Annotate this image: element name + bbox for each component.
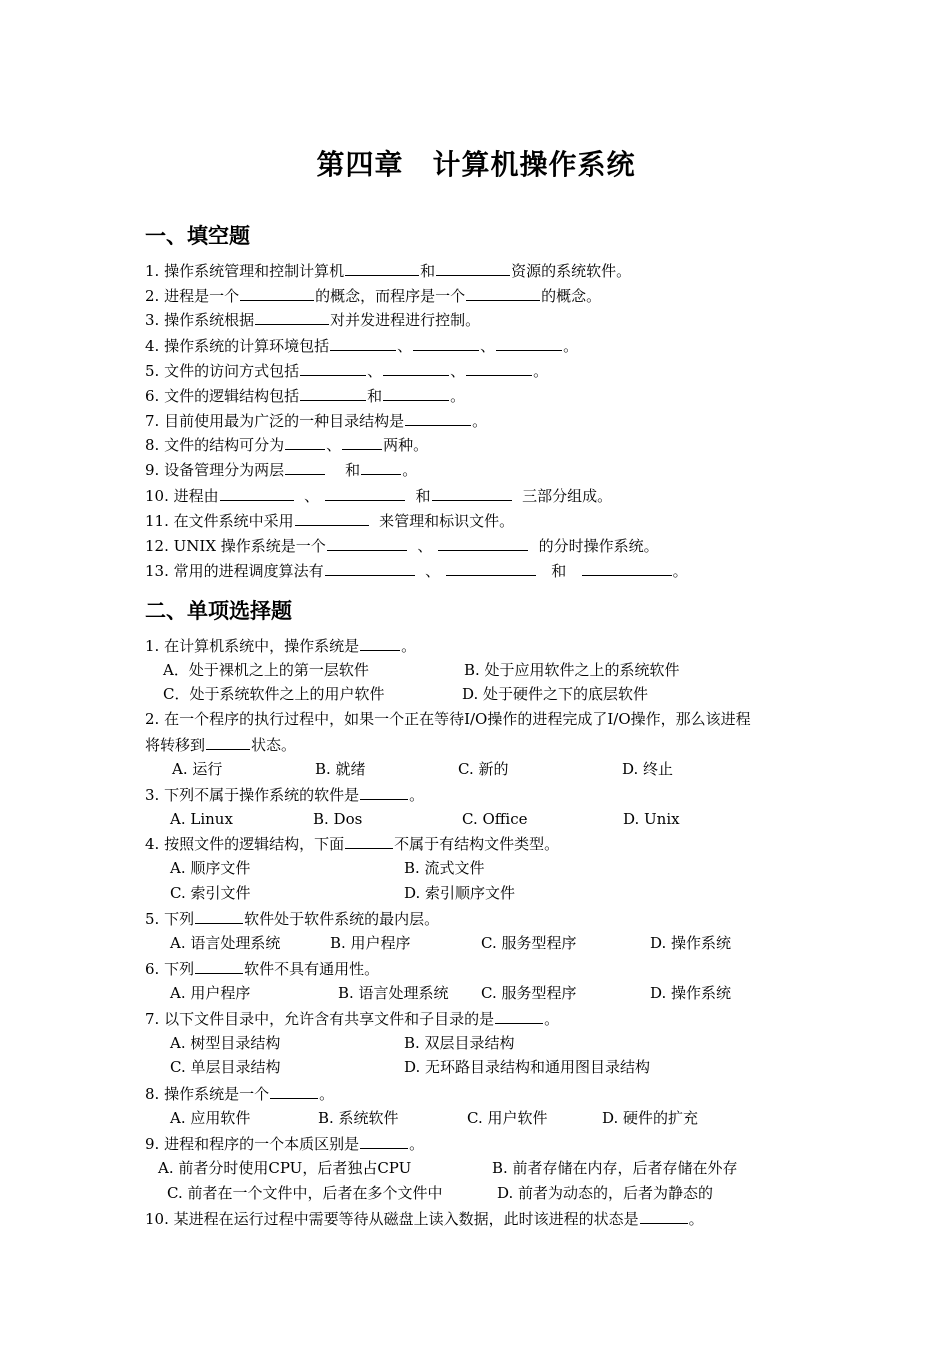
option-a: A. 语言处理系统 [170,934,281,952]
option-c: C. 单层目录结构 [170,1058,281,1076]
fill-question-7: 7. 目前使用最为广泛的一种目录结构是 。 [145,412,488,430]
answer-blank [255,309,329,325]
option-c: C. 用户软件 [467,1109,548,1127]
option-d: D. 操作系统 [650,984,732,1002]
option-a: A. 用户程序 [170,984,251,1002]
option-b: B. 就绪 [315,760,366,778]
option-c: C. 新的 [458,760,509,778]
answer-blank [361,459,401,475]
option-b: B. 系统软件 [318,1109,399,1127]
answer-blank [383,360,449,376]
option-d: D. Unix [623,810,680,828]
answer-blank [360,635,400,651]
answer-blank [325,560,415,576]
option-c: C. 服务型程序 [481,984,577,1002]
fill-question-13: 13. 常用的进程调度算法有 、 和 。 [145,562,688,580]
fill-question-4: 4. 操作系统的计算环境包括 、 、 。 [145,337,579,355]
option-b: B. 处于应用软件之上的系统软件 [464,661,680,679]
option-a: A. 应用软件 [170,1109,251,1127]
option-d: D. 索引顺序文件 [404,884,516,902]
option-b: B. 前者存储在内存，后者存储在外存 [492,1159,738,1177]
answer-blank [640,1208,688,1224]
answer-blank [466,285,540,301]
option-c: C. 前者在一个文件中，后者在多个文件中 [167,1184,443,1202]
choice-question-10: 10. 某进程在运行过程中需要等待从磁盘上读入数据，此时该进程的状态是 。 [145,1210,704,1228]
answer-blank [195,908,243,924]
option-c: C. 索引文件 [170,884,251,902]
option-d: D. 前者为动态的，后者为静态的 [497,1184,714,1202]
answer-blank [413,335,479,351]
option-b: B. 流式文件 [404,859,485,877]
answer-blank [582,560,672,576]
fill-question-5: 5. 文件的访问方式包括 、 、 。 [145,362,549,380]
answer-blank [342,434,382,450]
answer-blank [405,410,471,426]
answer-blank [295,510,369,526]
answer-blank [345,260,419,276]
answer-blank [495,1008,543,1024]
fill-question-10: 10. 进程由 、 和 三部分组成。 [145,487,613,505]
answer-blank [285,434,325,450]
choice-question-7: 7. 以下文件目录中，允许含有共享文件和子目录的是 。 [145,1010,560,1028]
option-a: A. 运行 [172,760,223,778]
fill-question-8: 8. 文件的结构可分为 、 两种。 [145,436,429,454]
option-c: C. 服务型程序 [481,934,577,952]
answer-blank [438,535,528,551]
answer-blank [383,385,449,401]
answer-blank [446,560,536,576]
fill-question-1: 1. 操作系统管理和控制计算机 和 资源的系统软件。 [145,262,632,280]
answer-blank [330,335,396,351]
answer-blank [270,1083,318,1099]
answer-blank [436,260,510,276]
option-b: B. 用户程序 [330,934,411,952]
fill-question-3: 3. 操作系统根据 对并发进程进行控制。 [145,311,481,329]
answer-blank [300,360,366,376]
option-d: D. 无环路目录结构和通用图目录结构 [404,1058,651,1076]
fill-question-12: 12. UNIX 操作系统是一个 、 的分时操作系统。 [145,537,659,555]
choice-question-8: 8. 操作系统是一个 。 [145,1085,335,1103]
option-c: C. Office [462,810,528,828]
option-c: C．处于系统软件之上的用户软件 [163,685,385,703]
option-d: D. 硬件的扩充 [602,1109,699,1127]
section-heading-fill-in: 一、填空题 [145,224,250,248]
answer-blank [285,459,325,475]
answer-blank [360,784,408,800]
answer-blank [220,485,294,501]
choice-question-4: 4. 按照文件的逻辑结构，下面 不属于有结构文件类型。 [145,835,560,853]
answer-blank [496,335,562,351]
answer-blank [345,833,393,849]
option-a: A. 顺序文件 [170,859,251,877]
chapter-title: 第四章 计算机操作系统 [316,148,636,181]
choice-question-2-cont: 将转移到 状态。 [145,736,297,754]
answer-blank [240,285,314,301]
answer-blank [300,385,366,401]
option-a: A. Linux [170,810,233,828]
choice-question-9: 9. 进程和程序的一个本质区别是 。 [145,1135,425,1153]
fill-question-6: 6. 文件的逻辑结构包括 和 。 [145,387,466,405]
option-b: B. Dos [313,810,363,828]
choice-question-3: 3. 下列不属于操作系统的软件是 。 [145,786,425,804]
section-heading-multiple-choice: 二、单项选择题 [145,599,292,623]
fill-question-2: 2. 进程是一个 的概念，而程序是一个 的概念。 [145,287,602,305]
answer-blank [360,1133,408,1149]
fill-question-11: 11. 在文件系统中采用 来管理和标识文件。 [145,512,515,530]
answer-blank [327,535,407,551]
answer-blank [432,485,512,501]
option-d: D. 处于硬件之下的底层软件 [462,685,649,703]
choice-question-5: 5. 下列 软件处于软件系统的最内层。 [145,910,440,928]
answer-blank [195,958,243,974]
answer-blank [206,734,250,750]
option-a: A. 前者分时使用CPU，后者独占CPU [158,1159,412,1177]
option-d: D. 操作系统 [650,934,732,952]
option-d: D. 终止 [622,760,674,778]
answer-blank [466,360,532,376]
fill-question-9: 9. 设备管理分为两层 和 。 [145,461,418,479]
answer-blank [325,485,405,501]
choice-question-6: 6. 下列 软件不具有通用性。 [145,960,380,978]
choice-question-1: 1. 在计算机系统中，操作系统是 。 [145,637,417,655]
choice-question-2: 2. 在一个程序的执行过程中，如果一个正在等待I/O操作的进程完成了I/O操作，那么该进程 [145,710,751,728]
option-a: A. 树型目录结构 [170,1034,281,1052]
option-b: B. 语言处理系统 [338,984,449,1002]
option-b: B. 双层目录结构 [404,1034,515,1052]
option-a: A．处于裸机之上的第一层软件 [163,661,369,679]
